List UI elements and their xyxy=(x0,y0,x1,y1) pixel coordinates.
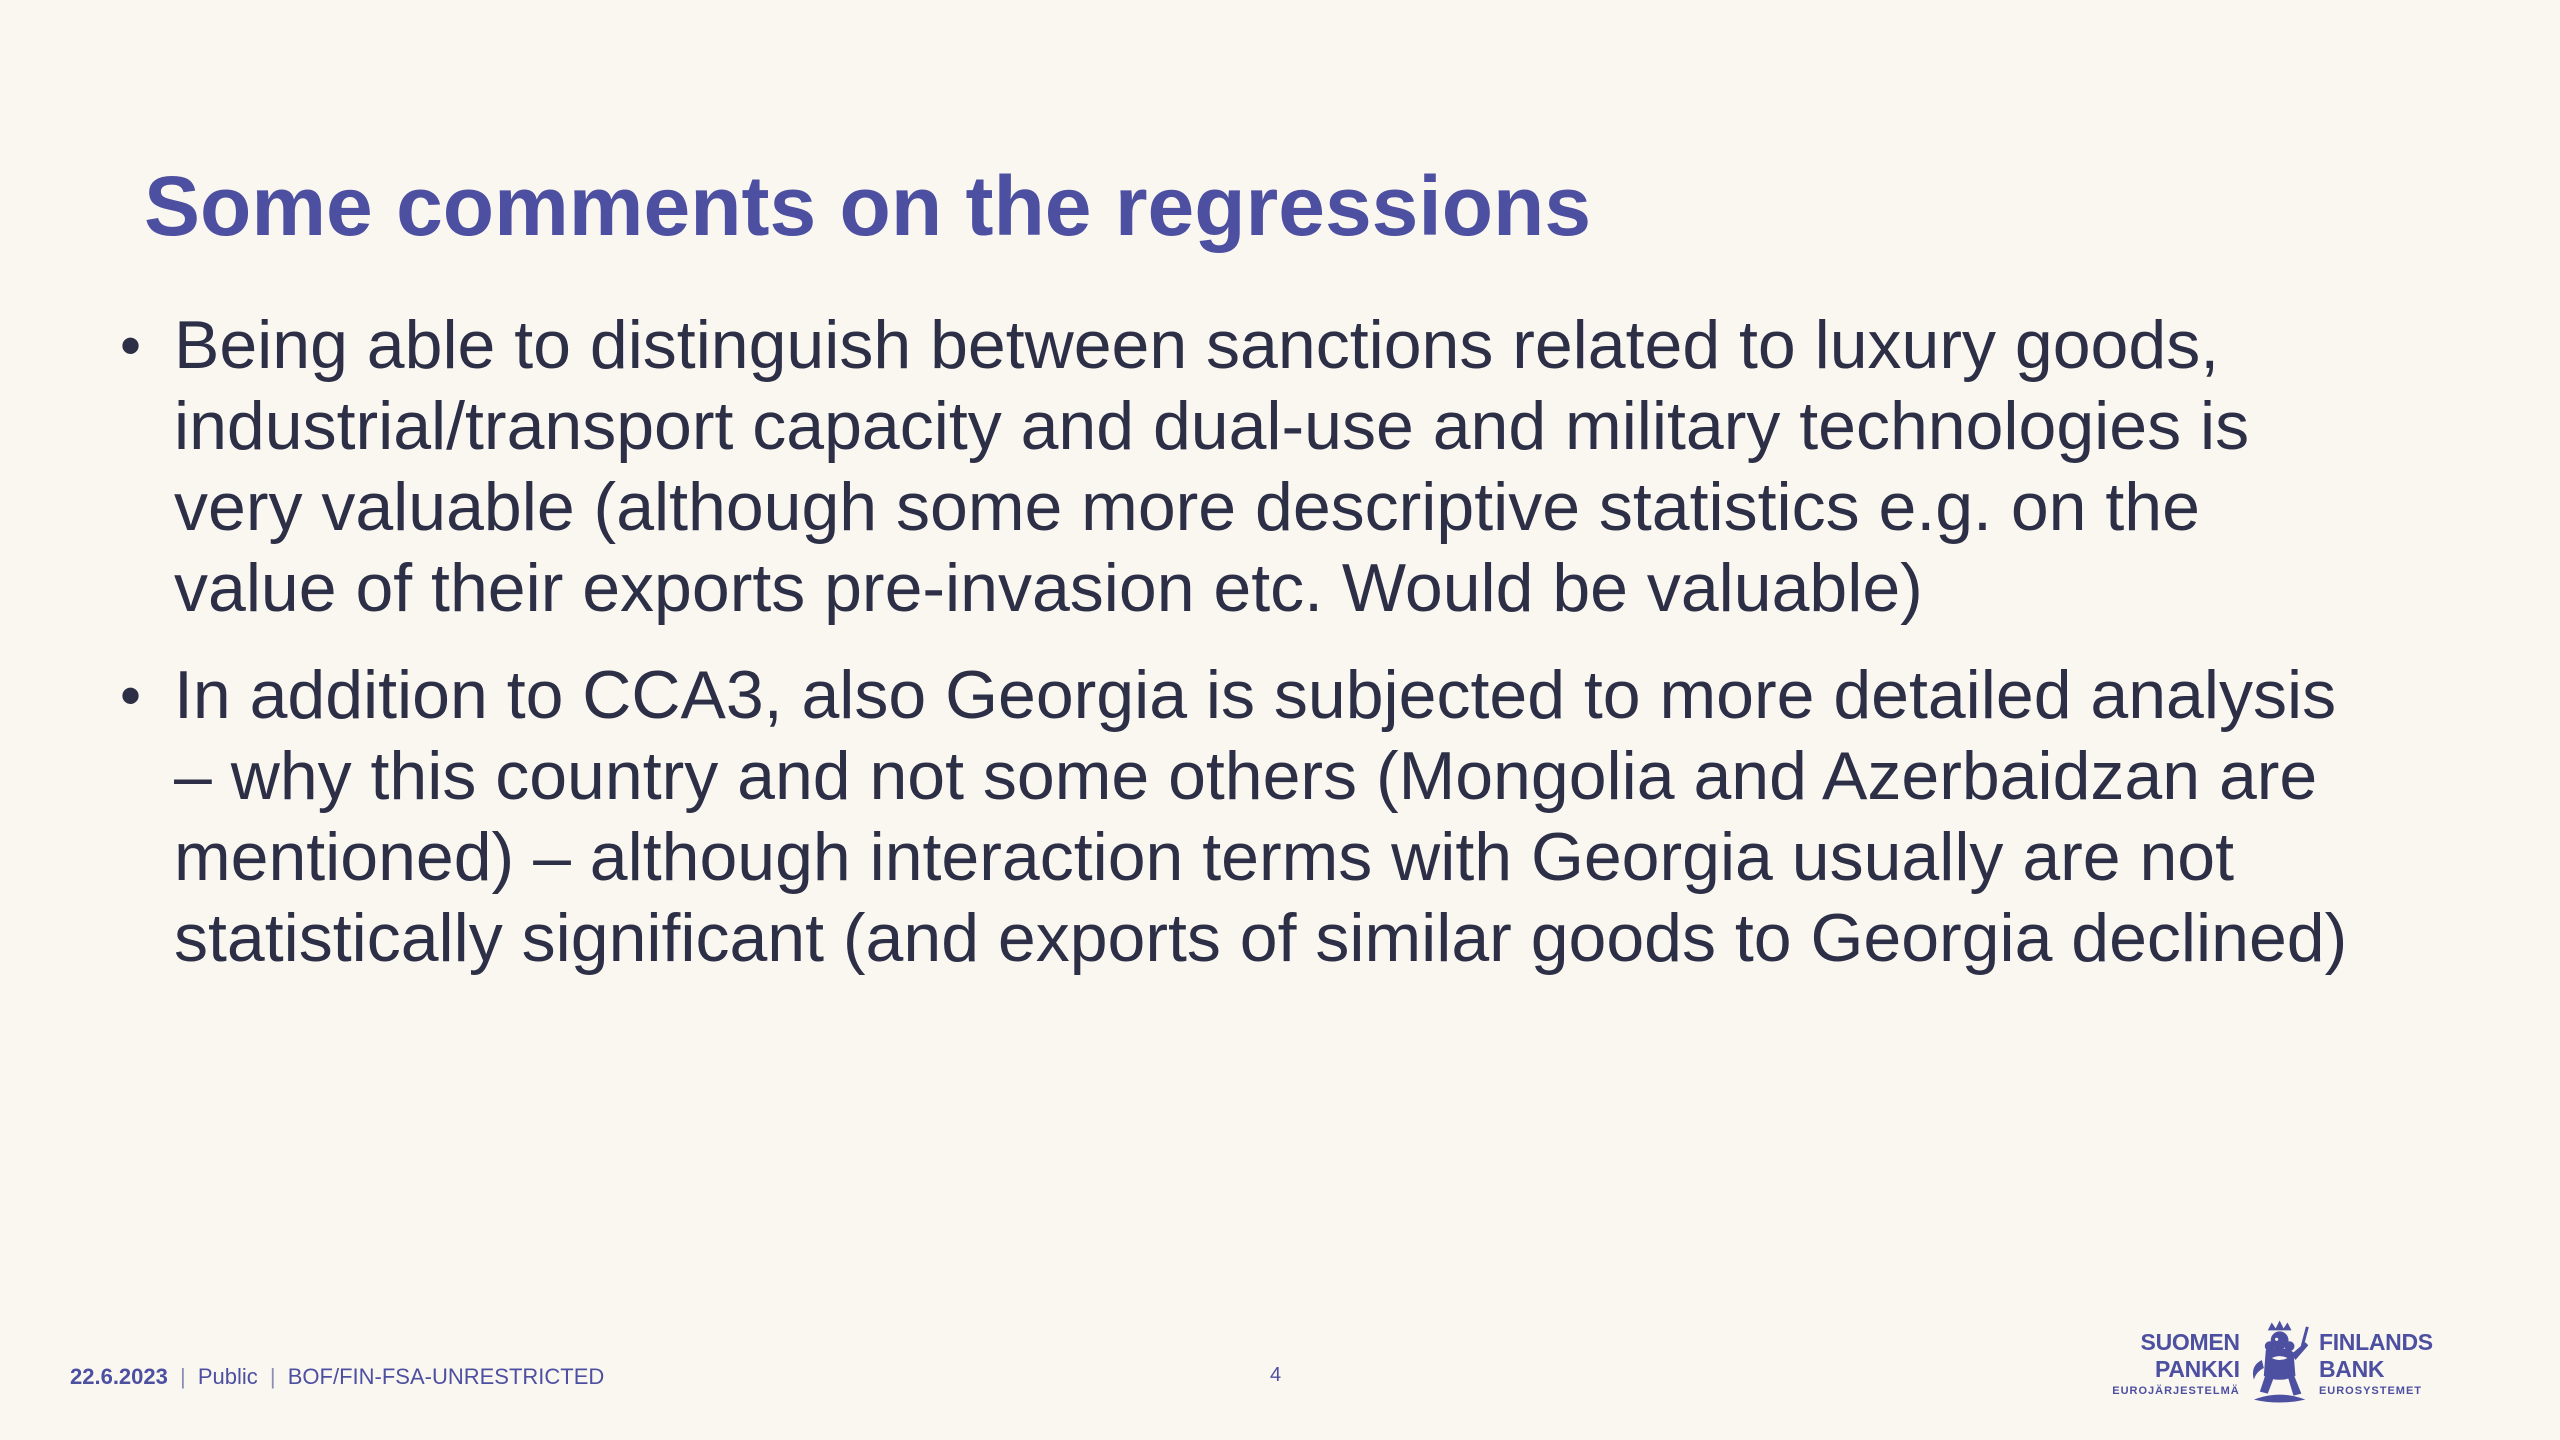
logo-right-name: FINLANDS BANK xyxy=(2318,1329,2433,1382)
logo-left-text xyxy=(2052,1329,2240,1397)
page-number: 4 xyxy=(1270,1364,1282,1386)
bullet-list xyxy=(120,305,2380,1005)
footer xyxy=(70,1364,604,1390)
logo-right-sub: EUROSYSTEMET xyxy=(2318,1385,2423,1397)
bullet-item xyxy=(120,655,2380,979)
bullet-text: In addition to CCA3, also Georgia is subjected to more detailed analysis – why this country and not some others (Mongolia and Azerbaidzan are mentioned) – although interaction terms with Georgia usually are not statistically significant (and exports of similar goods to Georgia declined) xyxy=(174,657,2348,976)
bank-logo xyxy=(2052,1318,2502,1408)
footer-label: BOF/FIN-FSA-UNRESTRICTED xyxy=(287,1364,605,1389)
bullet-marker: • xyxy=(120,312,142,379)
logo-left-sub: EUROJÄRJESTELMÄ xyxy=(2112,1385,2240,1397)
bullet-text: Being able to distinguish between sanctions related to luxury goods, industrial/transport capacity and dual-use and military technologies is very valuable (although some more descriptive statistics e.g. on the value of their exports pre-invasion etc. Would be valuable) xyxy=(174,307,2250,626)
footer-classification: Public xyxy=(197,1364,258,1389)
footer-date: 22.6.2023 xyxy=(70,1364,168,1389)
bullet-marker: • xyxy=(120,662,142,729)
lion-icon xyxy=(2248,1320,2311,1406)
logo-left-name: SUOMEN PANKKI xyxy=(2140,1329,2240,1382)
slide-title: Some comments on the regressions xyxy=(144,159,1592,253)
footer-separator: | xyxy=(180,1364,186,1389)
logo-right-text xyxy=(2319,1329,2502,1397)
footer-separator: | xyxy=(269,1364,276,1389)
bullet-item xyxy=(120,305,2380,629)
